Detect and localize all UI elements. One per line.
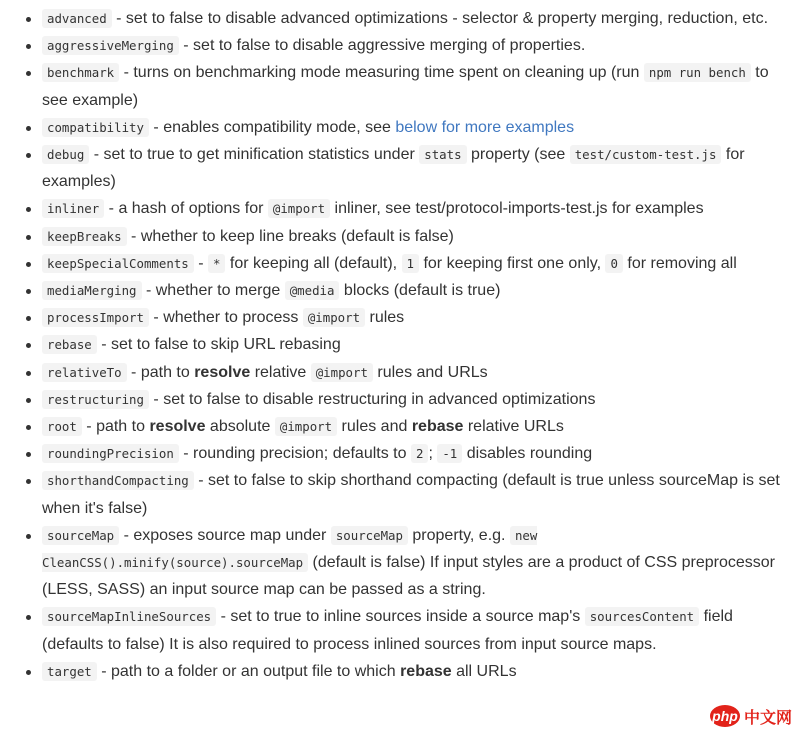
list-item-keepSpecialComments	[42, 250, 792, 277]
option-description: - path to	[126, 363, 195, 381]
list-item-processImport	[42, 304, 792, 331]
option-name: compatibility	[42, 118, 149, 137]
option-name: sourceMapInlineSources	[42, 607, 216, 626]
option-description: - set to false to disable aggressive merging of properties.	[178, 37, 586, 55]
list-item-aggressiveMerging	[42, 32, 792, 59]
option-description: - set to true to inline sources inside a source map's	[216, 608, 585, 626]
bullet	[26, 153, 31, 158]
option-name: keepSpecialComments	[42, 254, 194, 273]
inline-code: npm run bench	[644, 63, 751, 82]
bullet	[26, 71, 31, 76]
bold-term: rebase	[411, 418, 464, 436]
option-name: root	[42, 417, 82, 436]
option-description: - set to false to disable advanced optimizations - selector & property merging, reduction, etc.	[111, 10, 769, 27]
option-description: for removing all	[622, 254, 737, 272]
option-description: absolute	[205, 418, 275, 436]
list-item-inliner	[42, 195, 792, 222]
option-description: for keeping first one only,	[419, 254, 606, 272]
option-name: aggressiveMerging	[42, 36, 179, 55]
inline-code: 0	[605, 254, 622, 273]
bold-term: rebase	[400, 662, 452, 680]
option-name: keepBreaks	[42, 227, 127, 246]
option-name: advanced	[42, 9, 112, 28]
option-description: - exposes source map under	[119, 526, 331, 544]
inline-code: @import	[268, 199, 330, 218]
option-description: blocks (default is true)	[339, 282, 501, 300]
option-description: - set to false to skip shorthand compacting (default is true unless sourceMap is set when it's false)	[42, 472, 780, 517]
option-description: (default is false) If input styles are a product of CSS preprocessor (LESS, SASS) an input source map can be passed as a string.	[42, 554, 775, 599]
option-description: - rounding precision; defaults to	[178, 445, 411, 463]
option-description: - set to false to skip URL rebasing	[96, 336, 341, 354]
list-item-rebase	[42, 331, 792, 358]
option-description: disables rounding	[462, 445, 593, 463]
list-item-keepBreaks	[42, 223, 792, 250]
bullet	[26, 17, 31, 22]
bullet	[26, 371, 31, 376]
option-name: target	[42, 662, 97, 681]
option-description: rules and URLs	[372, 363, 488, 381]
option-description: field (defaults to false) It is also required to process inlined sources from input source maps.	[42, 608, 733, 653]
option-name: inliner	[42, 199, 104, 218]
bullet	[26, 479, 31, 484]
option-name: sourceMap	[42, 526, 119, 545]
option-description: - whether to keep line breaks (default is false)	[126, 227, 454, 245]
option-name: mediaMerging	[42, 281, 142, 300]
option-description: - enables compatibility mode, see	[148, 118, 396, 136]
option-description: property, e.g.	[407, 526, 510, 544]
inline-code: @import	[303, 308, 365, 327]
list-item-root	[42, 413, 792, 440]
list-item-mediaMerging	[42, 277, 792, 304]
option-name: processImport	[42, 308, 149, 327]
list-item-target	[42, 658, 792, 685]
list-item-compatibility	[42, 114, 792, 141]
bullet	[26, 316, 31, 321]
list-item-benchmark	[42, 59, 792, 113]
list-item-sourceMap	[42, 522, 792, 604]
option-description: ;	[428, 445, 438, 463]
option-description: relative	[250, 363, 311, 381]
option-description: to see example)	[42, 64, 769, 109]
bullet	[26, 615, 31, 620]
bullet	[26, 44, 31, 49]
option-description: - path to a folder or an output file to which	[96, 662, 401, 680]
option-description: inliner, see test/protocol-imports-test.js for examples	[330, 200, 704, 218]
bullet	[26, 207, 31, 212]
inline-code: stats	[419, 145, 466, 164]
bullet	[26, 534, 31, 539]
list-item-debug	[42, 141, 792, 195]
option-description: - set to true to get minification statistics under	[89, 146, 420, 164]
inline-code: sourcesContent	[585, 607, 699, 626]
bullet	[26, 235, 31, 240]
option-name: relativeTo	[42, 363, 127, 382]
site-watermark	[710, 703, 794, 729]
option-description: rules	[365, 309, 405, 327]
option-name: shorthandCompacting	[42, 471, 194, 490]
option-name: debug	[42, 145, 89, 164]
option-description: - whether to process	[148, 309, 303, 327]
bullet	[26, 398, 31, 403]
list-item-sourceMapInlineSources	[42, 603, 792, 657]
inline-code: @import	[311, 363, 373, 382]
option-description: - whether to merge	[141, 282, 285, 300]
option-description: - path to	[81, 418, 150, 436]
bullet	[26, 425, 31, 430]
option-name: benchmark	[42, 63, 119, 82]
option-description: all URLs	[451, 662, 517, 680]
option-description: property (see	[466, 146, 570, 164]
option-description: for examples)	[42, 146, 745, 191]
list-item-relativeTo	[42, 359, 792, 386]
option-name: rebase	[42, 335, 97, 354]
option-description: - set to false to disable restructuring in advanced optimizations	[148, 390, 596, 408]
inline-code: @import	[275, 417, 337, 436]
bold-term: resolve	[149, 418, 206, 436]
inline-code: -1	[437, 444, 462, 463]
list-item-roundingPrecision	[42, 440, 792, 467]
option-name: restructuring	[42, 390, 149, 409]
option-description: -	[193, 254, 208, 272]
inline-code: @media	[285, 281, 340, 300]
option-description: - turns on benchmarking mode measuring time spent on cleaning up (run	[119, 64, 644, 82]
examples-link[interactable]: below for more examples	[395, 118, 575, 136]
inline-code: 1	[402, 254, 419, 273]
option-name: roundingPrecision	[42, 444, 179, 463]
bullet	[26, 343, 31, 348]
bullet	[26, 670, 31, 675]
bullet	[26, 289, 31, 294]
bullet	[26, 262, 31, 267]
bullet	[26, 452, 31, 457]
watermark-text: 中文网	[742, 705, 794, 728]
option-description: for keeping all (default),	[225, 254, 402, 272]
inline-code: test/custom-test.js	[570, 145, 722, 164]
inline-code: 2	[411, 444, 428, 463]
bold-term: resolve	[194, 363, 251, 381]
inline-code: *	[208, 254, 225, 273]
inline-code: sourceMap	[331, 526, 408, 545]
list-item-restructuring	[42, 386, 792, 413]
list-item-advanced	[42, 5, 792, 32]
inline-code: new CleanCSS().minify(source).sourceMap	[42, 527, 538, 571]
option-description: rules and	[337, 418, 412, 436]
option-description: - a hash of options for	[104, 200, 268, 218]
bullet	[26, 126, 31, 131]
php-logo-icon: php	[710, 705, 740, 727]
list-item-shorthandCompacting	[42, 467, 792, 521]
option-description: relative URLs	[463, 418, 564, 436]
